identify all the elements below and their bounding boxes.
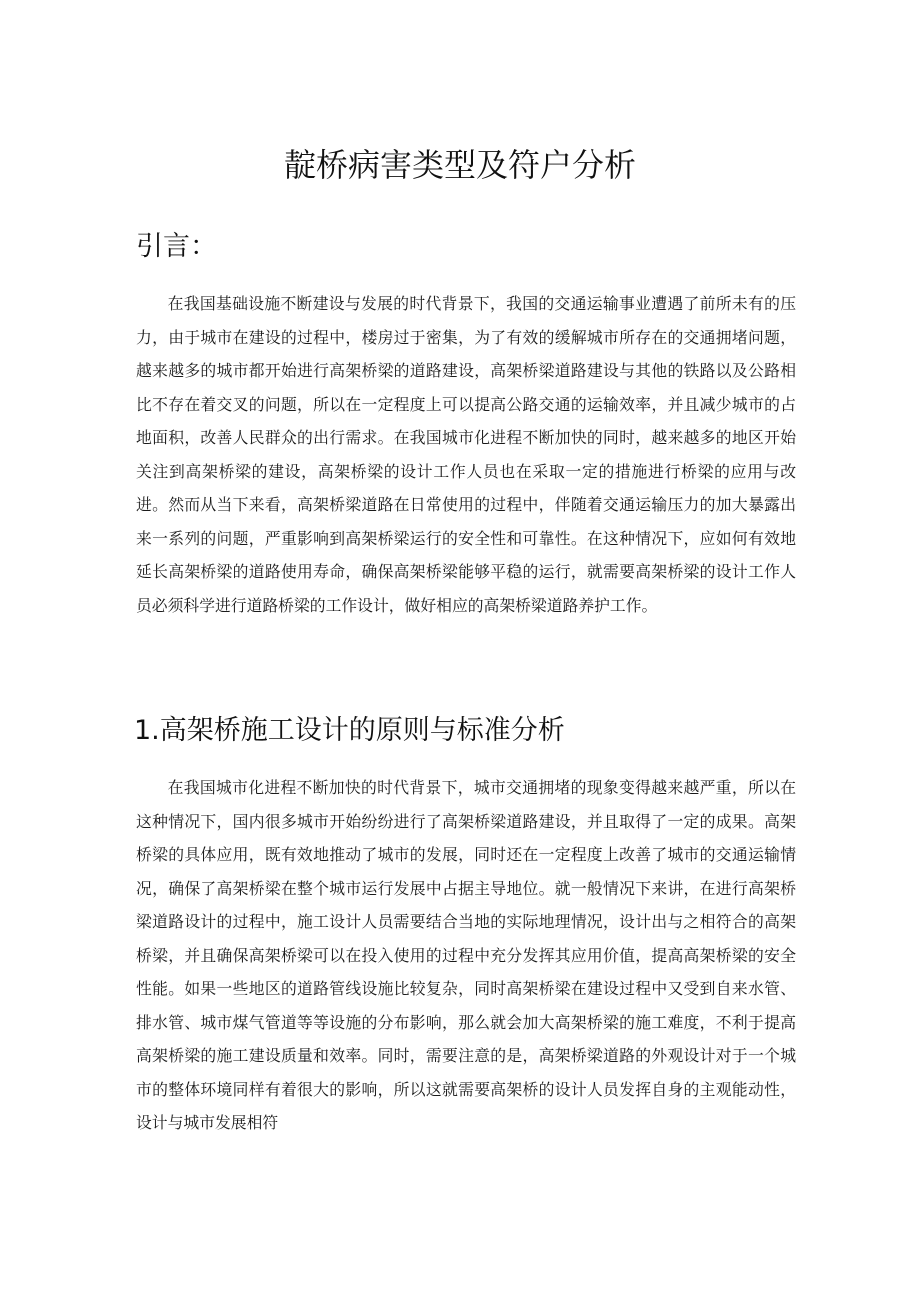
intro-heading: 引言： [136,231,217,262]
section-1-paragraph: 在我国城市化进程不断加快的时代背景下，城市交通拥堵的现象变得越来越严重，所以在这种情况下，国内很多城市开始纷纷进行了高架桥梁道路建设，并且取得了一定的成果。高架桥梁的具体应用，既有效地推动了城市的发展，同时还在一定程度上改善了城市的交通运输情况，确保了高架桥梁在整个城市运行发展中占据主导地位。就一般情况下来讲，在进行高架桥梁道路设计的过程中，施工设计人员需要结合当地的实际地理情况，设计出与之相符合的高架桥梁，并且确保高架桥梁可以在投入使用的过程中充分发挥其应用价值，提高高架桥梁的安全性能。如果一些地区的道路管线设施比较复杂，同时高架桥梁在建设过程中又受到自来水管、排水管、城市煤气管道等等设施的分布影响，那么就会加大高架桥梁的施工难度，不利于提高高架桥梁的施工建设质量和效率。同时，需要注意的是，高架桥梁道路的外观设计对于一个城市的整体环境同样有着很大的影响，所以这就需要高架桥的设计人员发挥自身的主观能动性，设计与城市发展相符 [136,778,796,1132]
section-1-heading: 1.高架桥施工设计的原则与标准分析 [134,715,565,746]
document-title: 靛桥病害类型及符户分析 [283,146,636,184]
intro-paragraph: 在我国基础设施不断建设与发展的时代背景下，我国的交通运输事业遭遇了前所未有的压力，由于城市在建设的过程中，楼房过于密集，为了有效的缓解城市所存在的交通拥堵问题，越来越多的城市都开始进行高架桥梁的道路建设，高架桥梁道路建设与其他的铁路以及公路相比不存在着交叉的问题，所以在一定程度上可以提高公路交通的运输效率，并且减少城市的占地面积，改善人民群众的出行需求。在我国城市化进程不断加快的同时，越来越多的地区开始关注到高架桥梁的建设，高架桥梁的设计工作人员也在采取一定的措施进行桥梁的应用与改进。然而从当下来看，高架桥梁道路在日常使用的过程中，伴随着交通运输压力的加大暴露出来一系列的问题，严重影响到高架桥梁运行的安全性和可靠性。在这种情况下，应如何有效地延长高架桥梁的道路使用寿命，确保高架桥梁能够平稳的运行，就需要高架桥梁的设计工作人员必须科学进行道路桥梁的工作设计，做好相应的高架桥梁道路养护工作。 [136,294,796,615]
